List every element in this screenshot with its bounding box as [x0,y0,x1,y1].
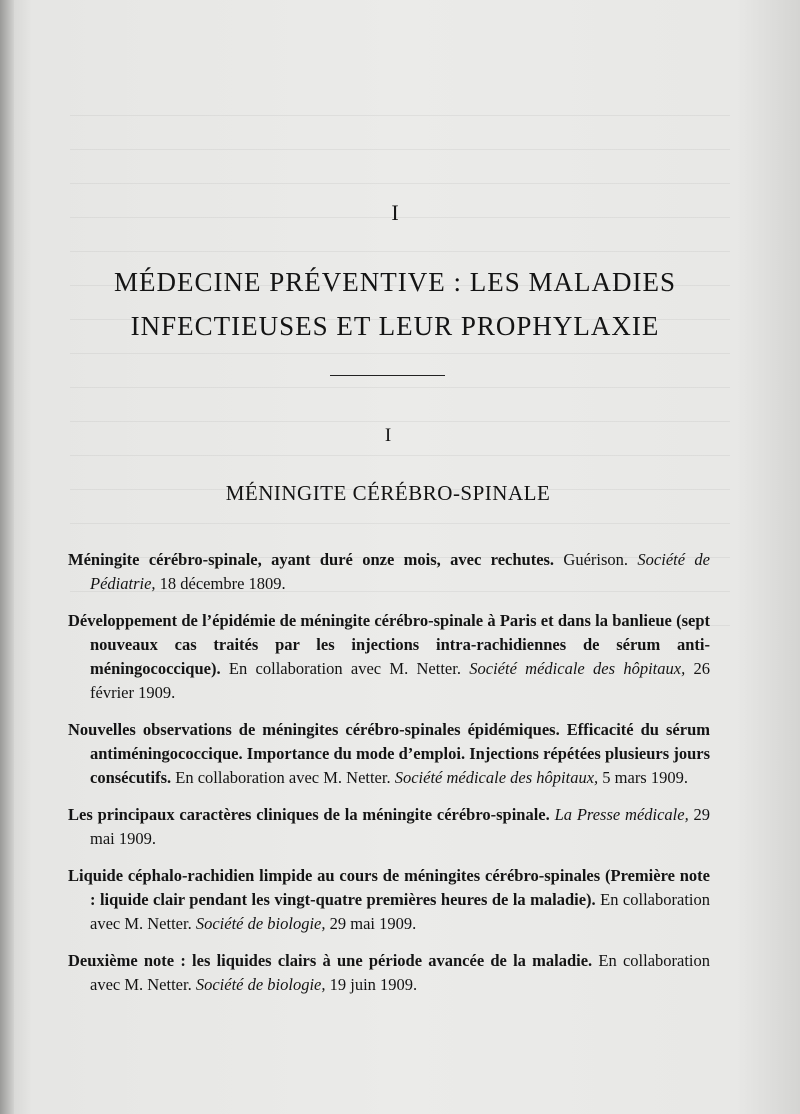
publication-entry [68,718,710,790]
publication-entry [68,864,710,936]
entry-venue: Société médicale des hôpitaux, [394,768,599,787]
chapter-number: I [384,425,392,446]
entry-note: En collaboration avec M. Netter. [220,659,470,678]
chapter-title: MÉNINGITE CÉRÉBRO-SPINALE [225,481,551,505]
entry-venue: Société de biologie, [195,914,326,933]
entry-note: En collaboration avec M. Netter. [90,890,710,933]
part-title: MÉDECINE PRÉVENTIVE : LES MALADIES INFECTIEUSES ET LEUR PROPHYLAXIE [114,267,676,341]
divider-rule [330,375,445,376]
entry-date: 18 décembre 1809. [155,574,286,593]
entry-note: En collaboration avec M. Netter. [90,951,711,994]
publication-entry [68,609,710,705]
entry-date: 19 juin 1909. [325,975,418,994]
entry-venue: La Presse médicale, [554,805,689,824]
publication-entry [68,949,710,997]
entry-date: 5 mars 1909. [598,768,688,787]
part-number: I [391,200,399,225]
entry-note: En collaboration avec M. Netter. [171,768,395,787]
publication-entry [68,548,710,596]
entry-note: Guérison. [554,550,638,569]
entry-title: Liquide céphalo-rachidien limpide au cours de méningites cérébro-spinales (Première note : liquide clair pendant les vingt-quatre premières heures de la maladie). [68,866,710,909]
publication-entry [68,803,710,851]
entry-title: Nouvelles observations de méningites cérébro-spinales épidémiques. Efficacité du sérum antiméningococcique. Importance du mode d’emploi. Injections répétées plusieurs jours consécutifs. [68,720,710,787]
entry-date: 29 mai 1909. [325,914,417,933]
entry-title: Développement de l’épidémie de méningite cérébro-spinale à Paris et dans la banlieue (sept nouveaux cas traités par les injections intra-rachidiennes de sérum anti-méningococcique). [68,611,710,678]
entry-title: Les principaux caractères cliniques de la méningite cérébro-spinale. [68,805,550,824]
entry-date: 26 février 1909. [90,659,711,702]
entry-venue: Société médicale des hôpitaux, [469,659,686,678]
publication-list [68,548,710,1010]
entry-title: Deuxième note : les liquides clairs à une période avancée de la maladie. [68,951,593,970]
page-edge-shadow [0,0,14,1114]
entry-date: 29 mai 1909. [90,805,711,848]
entry-venue: Société de biologie, [195,975,326,994]
entry-venue: Société de Pédiatrie, [90,550,710,593]
entry-title: Méningite cérébro-spinale, ayant duré onze mois, avec rechutes. [68,550,555,569]
